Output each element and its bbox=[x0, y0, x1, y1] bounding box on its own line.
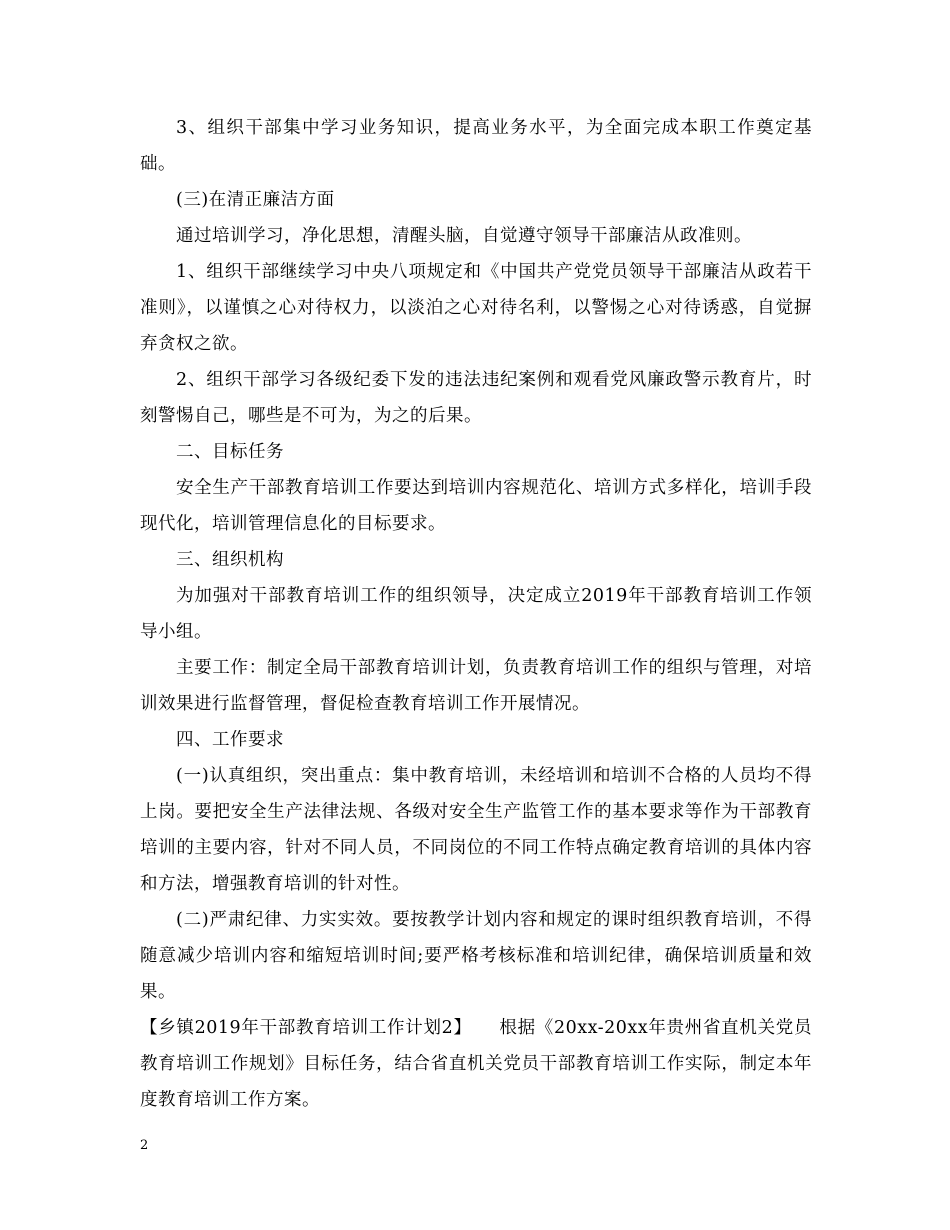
document-body bbox=[140, 110, 812, 1118]
paragraph-13: (二)严肃纪律、力实实效。要按教学计划内容和规定的课时组织教育培训，不得随意减少培训内容和缩短培训时间;要严格考核标准和培训纪律，确保培训质量和效果。 bbox=[140, 910, 812, 1002]
paragraph-14: 【乡镇2019年干部教育培训工作计划2】 根据《20xx-20xx年贵州省直机关党员教育培训工作规划》目标任务，结合省直机关党员干部教育培训工作实际，制定本年度教育培训工作方案。 bbox=[140, 1018, 812, 1110]
paragraph-8: 三、组织机构 bbox=[176, 550, 284, 570]
paragraph-10: 主要工作：制定全局干部教育培训计划，负责教育培训工作的组织与管理，对培训效果进行监督管理，督促检查教育培训工作开展情况。 bbox=[140, 658, 812, 714]
paragraph-11: 四、工作要求 bbox=[176, 730, 284, 750]
paragraph-6: 二、目标任务 bbox=[176, 442, 284, 462]
paragraph-3: 通过培训学习，净化思想，清醒头脑，自觉遵守领导干部廉洁从政准则。 bbox=[176, 226, 752, 246]
paragraph-1: 3、组织干部集中学习业务知识，提高业务水平，为全面完成本职工作奠定基础。 bbox=[140, 118, 812, 174]
paragraph-12: (一)认真组织，突出重点：集中教育培训，未经培训和培训不合格的人员均不得上岗。要把安全生产法律法规、各级对安全生产监管工作的基本要求等作为干部教育培训的主要内容，针对不同人员，不同岗位的不同工作特点确定教育培训的具体内容和方法，增强教育培训的针对性。 bbox=[140, 766, 812, 894]
paragraph-4: 1、组织干部继续学习中央八项规定和《中国共产党党员领导干部廉洁从政若干准则》，以谨慎之心对待权力，以淡泊之心对待名利，以警惕之心对待诱惑，自觉摒弃贪权之欲。 bbox=[140, 262, 812, 354]
paragraph-5: 2、组织干部学习各级纪委下发的违法违纪案例和观看党风廉政警示教育片，时刻警惕自己，哪些是不可为，为之的后果。 bbox=[140, 370, 812, 426]
paragraph-7: 安全生产干部教育培训工作要达到培训内容规范化、培训方式多样化，培训手段现代化，培训管理信息化的目标要求。 bbox=[140, 478, 812, 534]
paragraph-9: 为加强对干部教育培训工作的组织领导，决定成立2019年干部教育培训工作领导小组。 bbox=[140, 586, 812, 642]
paragraph-2: (三)在清正廉洁方面 bbox=[176, 190, 335, 210]
page-number: 2 bbox=[140, 1138, 149, 1153]
